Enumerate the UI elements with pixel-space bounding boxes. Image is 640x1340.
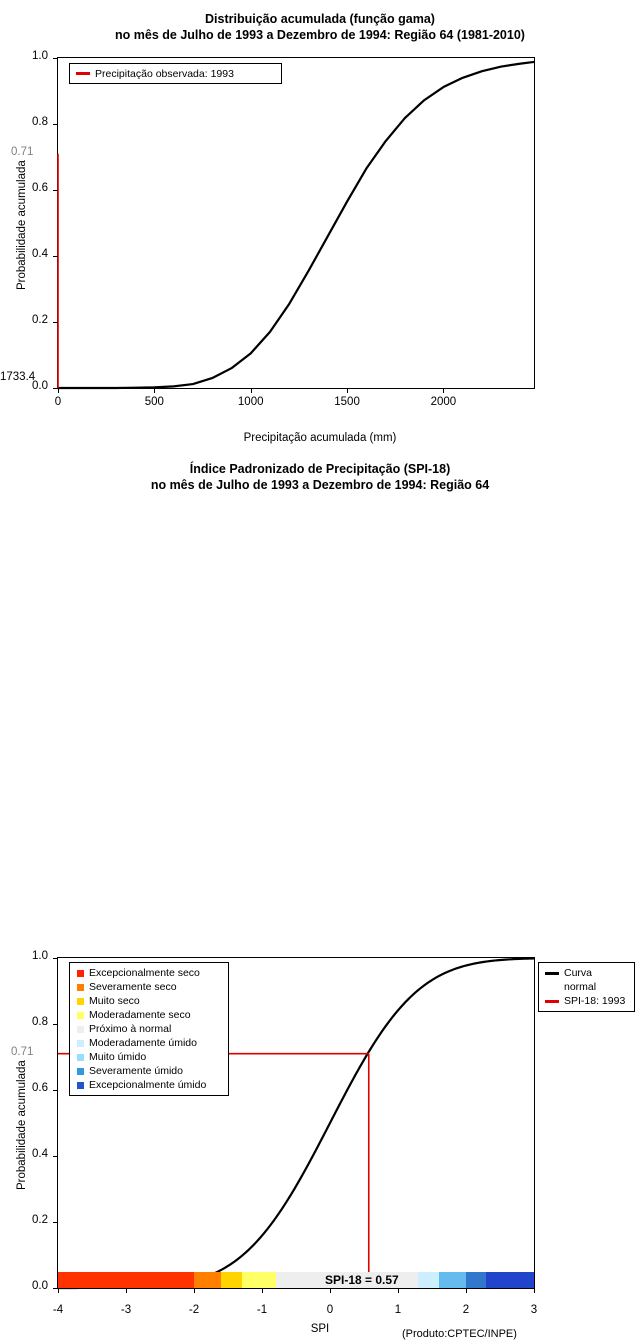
colorbar-segment (194, 1272, 221, 1288)
x-tickmark-bottom-7 (534, 1288, 535, 1293)
legend-top (69, 63, 282, 84)
legend-class-row (70, 1022, 228, 1036)
y-ticklabel-bottom-1: 0.2 (32, 1214, 48, 1226)
x-tickmark-bottom-2 (194, 1288, 195, 1293)
x-tickmark-bottom-4 (330, 1288, 331, 1293)
legend-class-color-icon (77, 1082, 84, 1089)
legend-class-color-icon (77, 1040, 84, 1047)
colorbar-segment (242, 1272, 276, 1288)
x-ticklabel-bottom-0: -4 (52, 1304, 64, 1316)
y-ticklabel-top-2: 0.4 (32, 248, 48, 260)
y-tickmark-bottom-2 (53, 1156, 58, 1157)
legend-class-label: Excepcionalmente úmido (89, 1079, 207, 1091)
x-ticklabel-top-2: 1000 (237, 396, 264, 408)
y-ticklabel-top-3: 0.6 (32, 182, 48, 194)
x-ticklabel-top-1: 500 (144, 396, 164, 408)
legend-class-color-icon (77, 1026, 84, 1033)
x-tickmark-bottom-1 (126, 1288, 127, 1293)
page-title-bottom (0, 450, 640, 493)
legend-class-row (70, 1050, 228, 1064)
x-tickmark-bottom-0 (58, 1288, 59, 1293)
legend-curve-swatch (545, 1000, 559, 1003)
y-ticklabel-bottom-2: 0.4 (32, 1148, 48, 1160)
y-tickmark-top-5 (53, 58, 58, 59)
x-ticklabel-bottom-6: 2 (462, 1304, 470, 1316)
x-tickmark-top-4 (443, 388, 444, 393)
legend-class-row (70, 994, 228, 1008)
legend-class-color-icon (77, 1054, 84, 1061)
x-axis-label-bottom: SPI (310, 1323, 330, 1335)
spi-colorbar (58, 1272, 534, 1288)
x-ticklabel-top-0: 0 (54, 396, 62, 408)
y-tickmark-bottom-4 (53, 1024, 58, 1025)
x-ticklabel-top-3: 1500 (334, 396, 360, 408)
legend-class-row (70, 1036, 228, 1050)
y-tickmark-bottom-3 (53, 1090, 58, 1091)
x-axis-label-top: Precipitação acumulada (mm) (243, 432, 397, 444)
legend-class-row (70, 980, 228, 994)
x-tickmark-top-0 (58, 388, 59, 393)
y-ticklabel-top-5: 1.0 (32, 50, 48, 62)
y-ticklabel-top-0: 0.0 (32, 380, 48, 392)
colorbar-segment (466, 1272, 486, 1288)
y-axis-label-top: Probabilidade acumulada (16, 160, 28, 290)
legend-curve-label: SPI-18: 1993 (564, 995, 626, 1007)
legend-swatch-observed (76, 72, 90, 75)
legend-spi-classes (69, 962, 229, 1096)
plot-area-top (57, 57, 535, 389)
prob-value-bottom: 0.71 (11, 1045, 34, 1058)
legend-class-color-icon (77, 1068, 84, 1075)
legend-curve-row-cont (539, 980, 634, 994)
legend-class-label: Muito seco (89, 995, 140, 1007)
colorbar-segment (418, 1272, 438, 1288)
legend-spacer (545, 986, 559, 989)
x-tickmark-top-3 (347, 388, 348, 393)
x-ticklabel-bottom-3: -1 (256, 1304, 268, 1316)
legend-class-label: Muito úmido (89, 1051, 147, 1063)
gamma-curve-svg (58, 58, 534, 388)
chart-panel-cumulative-gamma (0, 0, 640, 450)
y-tickmark-bottom-0 (53, 1288, 58, 1289)
legend-class-label: Próximo à normal (89, 1023, 172, 1035)
x-ticklabel-bottom-7: 3 (530, 1304, 538, 1316)
y-ticklabel-bottom-3: 0.6 (32, 1082, 48, 1094)
x-ticklabel-bottom-2: -2 (188, 1304, 200, 1316)
title-line-1-bottom: Índice Padronizado de Precipitação (SPI-18) (189, 462, 451, 476)
y-tickmark-top-0 (53, 388, 58, 389)
y-tickmark-bottom-1 (53, 1222, 58, 1223)
legend-class-label: Severamente úmido (89, 1065, 183, 1077)
colorbar-segment (439, 1272, 466, 1288)
legend-class-row (70, 1078, 228, 1092)
precip-value-label: 1733.4 (0, 371, 36, 383)
x-ticklabel-bottom-4: 0 (326, 1304, 334, 1316)
chart-panel-spi (0, 450, 640, 1340)
x-tickmark-bottom-6 (466, 1288, 467, 1293)
x-ticklabel-bottom-1: -3 (120, 1304, 132, 1316)
prob-value-top: 0.71 (11, 145, 34, 158)
legend-curve-row (539, 966, 634, 980)
legend-label-observed: Precipitação observada: 1993 (95, 67, 234, 80)
y-tickmark-top-3 (53, 190, 58, 191)
y-tickmark-top-1 (53, 322, 58, 323)
legend-curve-label-cont: normal (564, 981, 597, 993)
legend-class-row (70, 966, 228, 980)
y-ticklabel-bottom-4: 0.8 (32, 1016, 48, 1028)
title-line-1: Distribuição acumulada (função gama) (205, 12, 435, 26)
y-tickmark-top-2 (53, 256, 58, 257)
x-tickmark-top-2 (251, 388, 252, 393)
credit-label: (Produto:CPTEC/INPE) (402, 1328, 517, 1340)
x-ticklabel-top-4: 2000 (430, 396, 457, 408)
y-ticklabel-top-1: 0.2 (32, 314, 48, 326)
y-ticklabel-bottom-0: 0.0 (32, 1280, 48, 1292)
legend-curve-label: Curva (564, 967, 593, 979)
legend-curve-row (539, 994, 634, 1008)
legend-class-color-icon (77, 984, 84, 991)
legend-class-label: Excepcionalmente seco (89, 967, 200, 979)
spi-value-label: SPI-18 = 0.57 (325, 1273, 399, 1287)
legend-class-color-icon (77, 970, 84, 977)
colorbar-segment (58, 1272, 194, 1288)
x-tickmark-bottom-5 (398, 1288, 399, 1293)
y-ticklabel-bottom-5: 1.0 (32, 950, 48, 962)
y-tickmark-top-4 (53, 124, 58, 125)
title-line-2-bottom: no mês de Julho de 1993 a Dezembro de 1994: Região 64 (150, 478, 490, 492)
legend-class-label: Moderadamente úmido (89, 1037, 197, 1049)
y-ticklabel-top-4: 0.8 (32, 116, 48, 128)
colorbar-segment (486, 1272, 534, 1288)
x-ticklabel-bottom-5: 1 (394, 1304, 402, 1316)
legend-curves (538, 962, 635, 1012)
y-tickmark-bottom-5 (53, 958, 58, 959)
y-axis-label-bottom: Probabilidade acumulada (16, 1060, 28, 1190)
legend-class-color-icon (77, 1012, 84, 1019)
legend-class-label: Moderadamente seco (89, 1009, 191, 1021)
colorbar-segment (221, 1272, 241, 1288)
legend-class-label: Severamente seco (89, 981, 177, 993)
legend-class-color-icon (77, 998, 84, 1005)
page-title (0, 0, 640, 43)
x-tickmark-top-1 (154, 388, 155, 393)
x-tickmark-bottom-3 (262, 1288, 263, 1293)
title-line-2: no mês de Julho de 1993 a Dezembro de 1994: Região 64 (1981-2010) (115, 28, 525, 42)
legend-class-row (70, 1008, 228, 1022)
legend-curve-swatch (545, 972, 559, 975)
legend-class-row (70, 1064, 228, 1078)
